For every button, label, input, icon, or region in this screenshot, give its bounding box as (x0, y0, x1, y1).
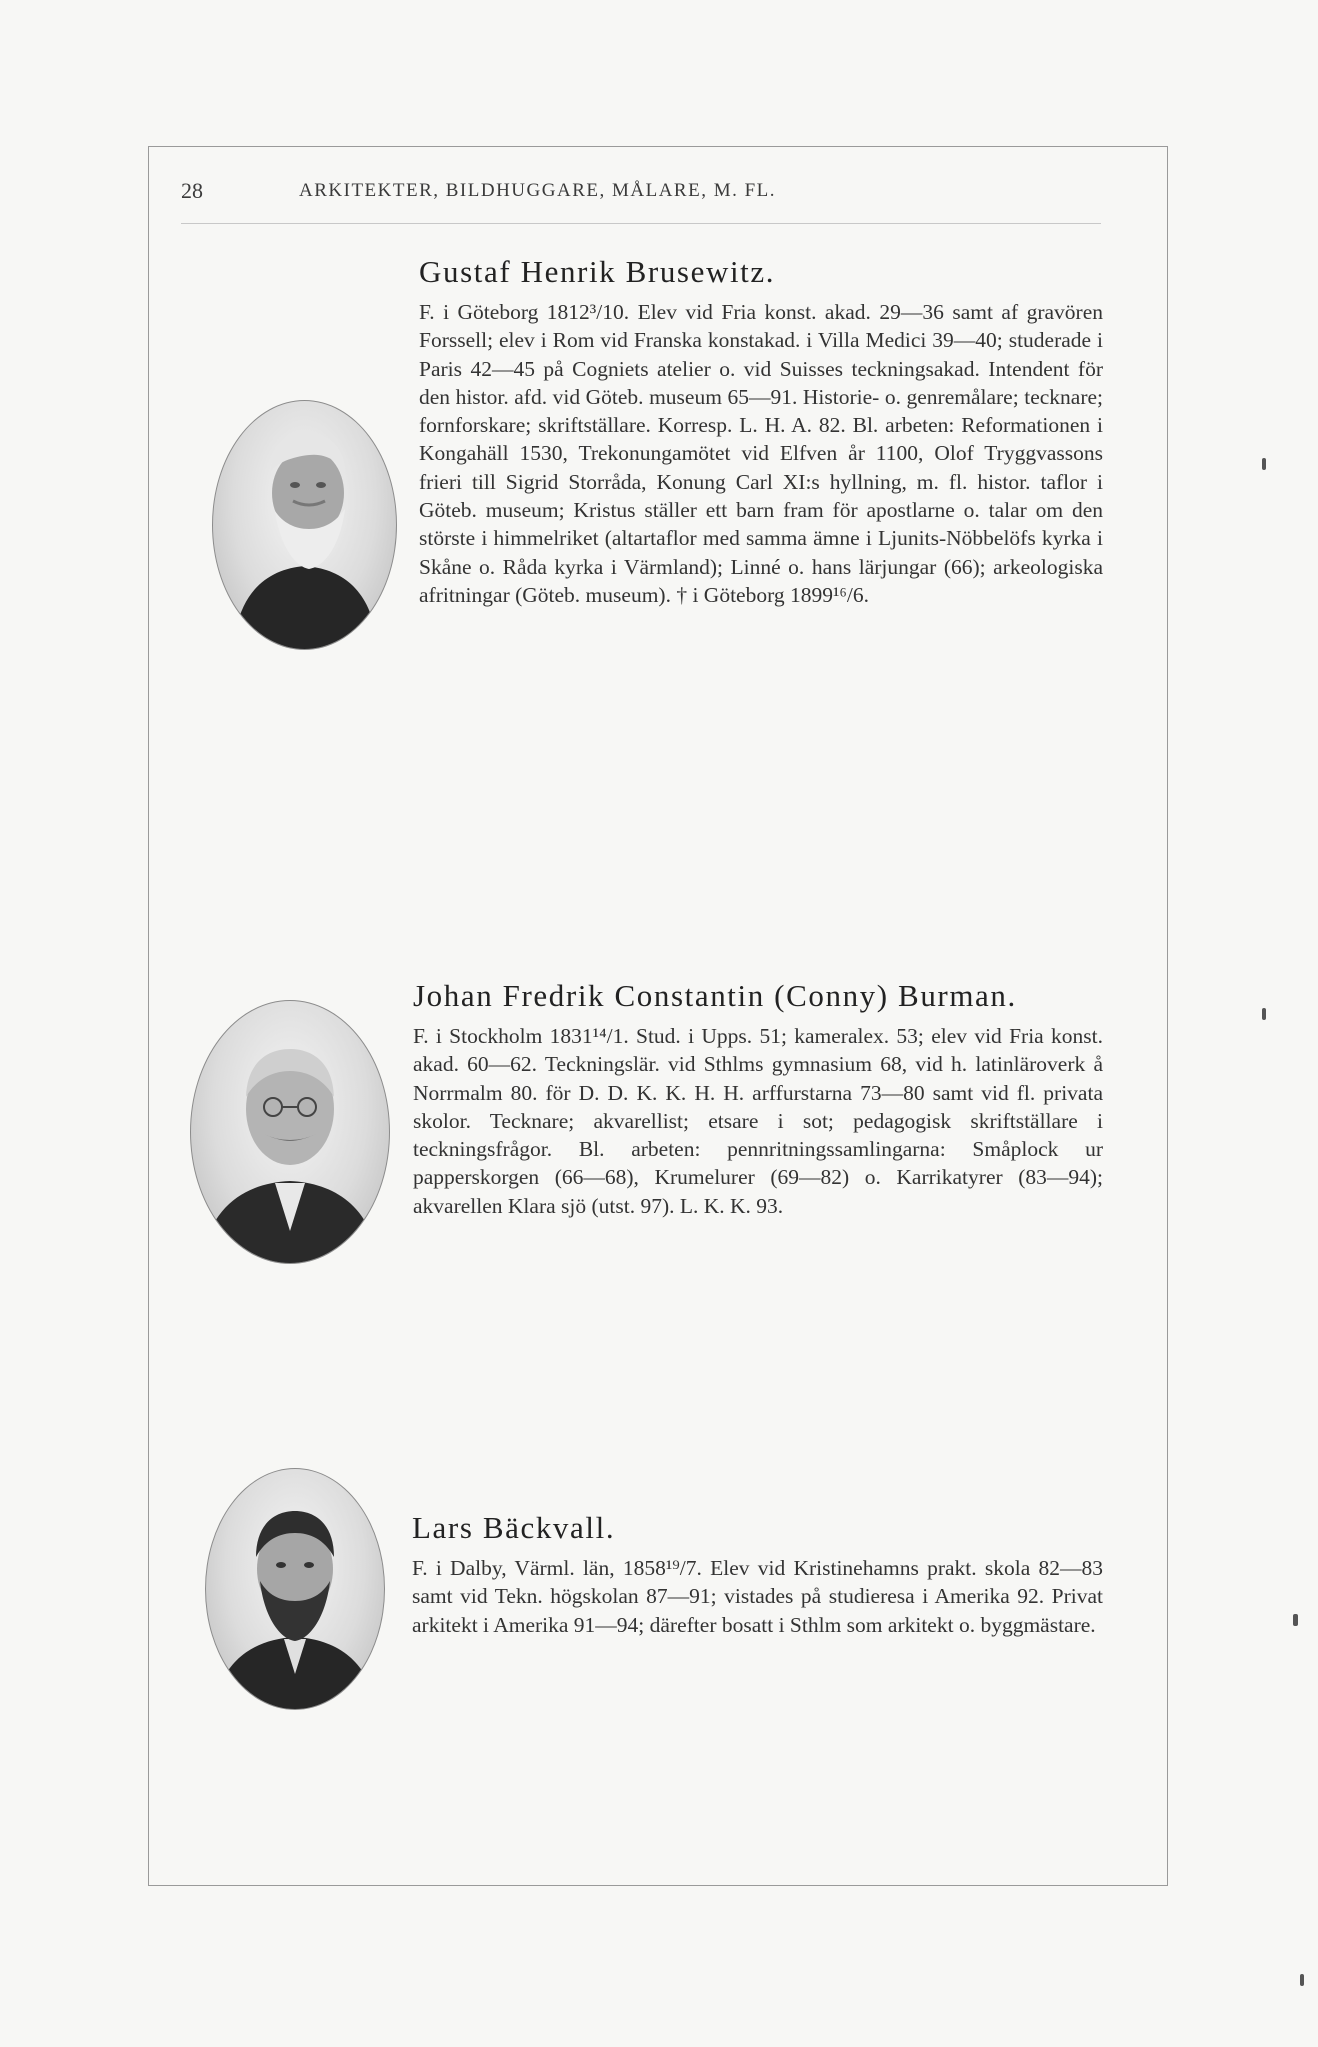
entry-bio: F. i Dalby, Värml. län, 1858¹⁹/7. Elev vid Kristinehamns prakt. skola 82—83 samt vid Tekn. högskolan 87—91; vistades på studieresa i Amerika 92. Privat arkitekt i Amerika 91—94; därefter bosatt i Sthlm som arkitekt o. byggmästare. (412, 1556, 1103, 1637)
scan-speck (1293, 1614, 1298, 1626)
entry-backvall (412, 1508, 1103, 1639)
bald-man-portrait-icon (191, 1001, 389, 1263)
entry-bio: F. i Stockholm 1831¹⁴/1. Stud. i Upps. 51; kameralex. 53; elev vid Fria konst. akad. 60—62. Teckningslär. vid Sthlms gymnasium 68, vid h. latinläroverk å Norrmalm 80. för D. D. K. K. H. H. arffurstarna 73—80 samt vid fl. privata skolor. Tecknare; akvarellist; etsare i sot; pedagogisk skriftställare i teckningsfrågor. Bl. arbeten: pennritningssamlingarna: Småplock ur papperskorgen (66—68), Krumelurer (69—82) o. Karrikatyrer (83—94); akvarellen Klara sjö (utst. 97). L. K. K. 93. (413, 1024, 1103, 1218)
portrait-brusewitz (212, 400, 397, 650)
header-rule (181, 223, 1101, 224)
scan-speck (1300, 1974, 1304, 1986)
portrait-backvall (205, 1468, 385, 1710)
scan-speck (1262, 458, 1266, 470)
entry-bio: F. i Göteborg 1812³/10. Elev vid Fria konst. akad. 29—36 samt af gravören Forssell; elev i Rom vid Franska konstakad. i Villa Medici 39—40; studerade i Paris 42—45 på Cogniets atelier o. vid Suisses teckningsakad. Intendent för den histor. afd. vid Göteb. museum 65—91. Historie- o. genremålare; tecknare; fornforskare; skriftställare. Korresp. L. H. A. 82. Bl. arbeten: Reformationen i Kongahäll 1530, Trekonungamötet vid Elfven år 1100, Olof Tryggvassons frieri till Sigrid Storråda, Konung Carl XI:s hyllning, m. fl. histor. taflor i Göteb. museum; Kristus ställer ett barn fram för apostlarne o. talar om den störste i himmelriket (altartaflor med samma ämne i Ljunits-Nöbbelöfs kyrka i Skåne o. Råda kyrka i Värmland); Linné o. hans lärjungar (66); arkeologiska afritningar (Göteb. museum). † i Göteborg 1899¹⁶/6. (419, 300, 1103, 607)
scan-speck (1262, 1008, 1266, 1020)
entry-name: Lars Bäckvall. (412, 1510, 616, 1545)
portrait-burman (190, 1000, 390, 1264)
entry-name: Johan Fredrik Constantin (Conny) Burman. (413, 978, 1017, 1013)
entry-name: Gustaf Henrik Brusewitz. (419, 254, 776, 289)
entry-brusewitz (419, 252, 1103, 609)
entry-burman (413, 976, 1103, 1220)
bearded-man-portrait-icon (206, 1469, 384, 1709)
section-title: ARKITEKTER, BILDHUGGARE, MÅLARE, M. FL. (299, 180, 777, 201)
page-number: 28 (181, 178, 203, 203)
elderly-man-portrait-icon (213, 401, 396, 649)
